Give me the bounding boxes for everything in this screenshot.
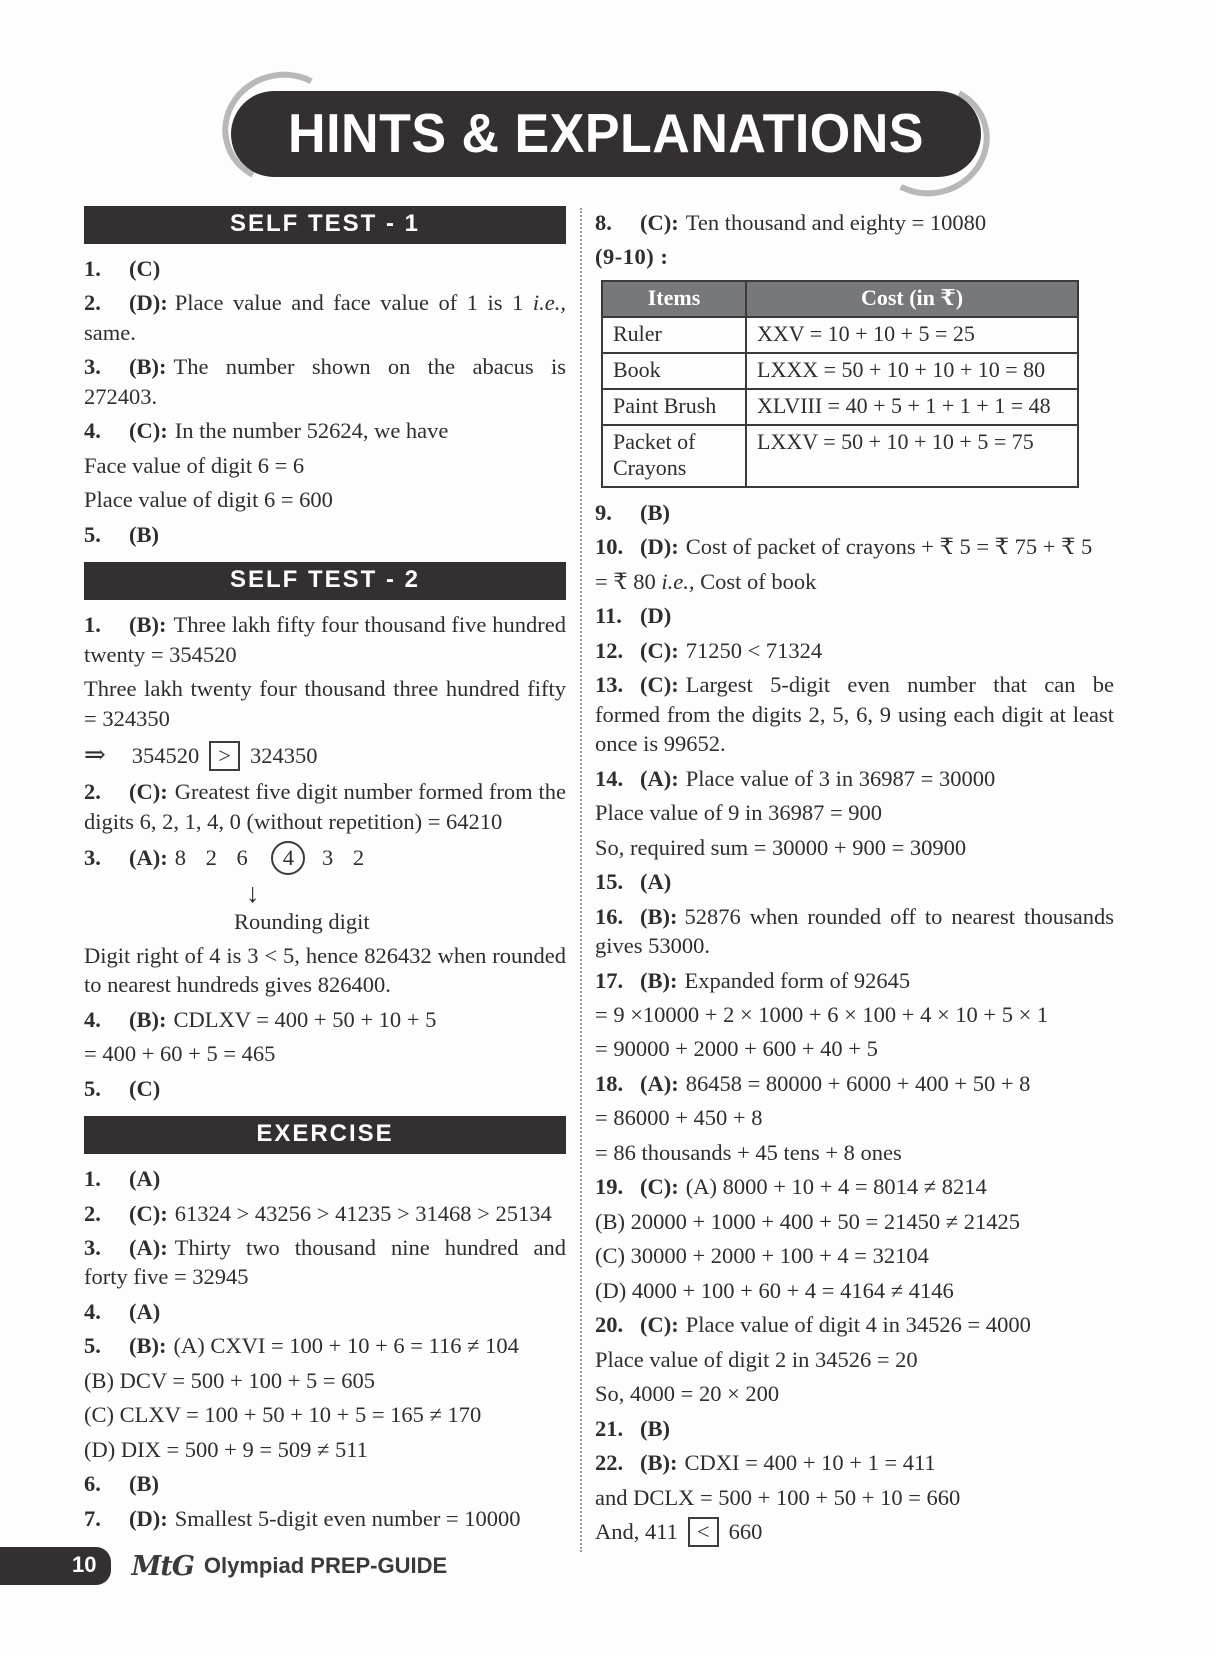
content	[84, 206, 1114, 1552]
boxed-comparator: <	[688, 1517, 719, 1547]
text-run: Expanded form of 92645	[684, 967, 911, 993]
answer-letter: (D):	[129, 290, 168, 316]
answer-item	[84, 1233, 566, 1292]
item-number: 13.	[595, 672, 624, 698]
answer-item	[595, 498, 1114, 527]
continuation-line	[84, 941, 566, 1000]
answer-item	[595, 966, 1114, 995]
item-number: 4.	[84, 1006, 101, 1032]
continuation-line	[595, 1207, 1114, 1236]
answer-letter: (D)	[640, 603, 672, 629]
answer-letter: (C):	[129, 1200, 168, 1226]
item-number: 8.	[595, 210, 612, 235]
item-number: 2.	[84, 290, 101, 316]
item-number: 11.	[595, 603, 622, 629]
table-row	[602, 389, 1078, 425]
hints-banner	[226, 82, 986, 186]
continuation-line	[595, 1138, 1114, 1167]
continuation-line	[84, 1435, 566, 1464]
text-run: Cost of book	[694, 568, 817, 594]
text-run: 61324 > 43256 > 41235 > 31468 > 25134	[174, 1200, 552, 1226]
continuation-line	[84, 451, 566, 480]
table-cell: LXXX = 50 + 10 + 10 + 10 = 80	[746, 353, 1078, 389]
text-run: (C) 30000 + 2000 + 100 + 4 = 32104	[595, 1243, 929, 1269]
text-run: = 400 + 60 + 5 = 465	[84, 1041, 276, 1067]
item-number: 5.	[84, 521, 101, 547]
latin-abbreviation: i.e.,	[532, 290, 566, 316]
text-run: CDLXV = 400 + 50 + 10 + 5	[173, 1006, 437, 1032]
answer-item	[84, 416, 566, 445]
implies-arrow-icon: ⇒	[84, 740, 106, 770]
answer-letter: (C):	[129, 779, 168, 805]
item-number: 22.	[595, 1450, 624, 1476]
text-run: Largest 5-digit even number that can be formed from the digits 2, 5, 6, 9 using each digit at least once is 99652.	[595, 672, 1114, 757]
column-left	[84, 206, 566, 1538]
text-run: (C) CLXV = 100 + 50 + 10 + 5 = 165 ≠ 170	[84, 1402, 482, 1428]
text-run: 354520	[131, 743, 200, 769]
column-divider	[580, 208, 582, 1552]
answer-item	[595, 867, 1114, 896]
item-number: 20.	[595, 1312, 624, 1338]
continuation-line	[84, 1039, 566, 1068]
continuation-line	[84, 1400, 566, 1429]
answer-item	[595, 902, 1114, 961]
answer-item	[84, 288, 566, 347]
banner-bar	[231, 91, 981, 177]
table-cell: Book	[602, 353, 746, 389]
continuation-line	[595, 1345, 1114, 1374]
rounding-item	[84, 841, 566, 875]
text-run: = 86000 + 450 + 8	[595, 1105, 763, 1131]
item-number: 2.	[84, 1200, 101, 1226]
comparison-line	[595, 1517, 1114, 1547]
item-number: 19.	[595, 1174, 624, 1200]
answer-letter: (D):	[640, 534, 679, 560]
rounding-label: Rounding digit	[234, 908, 370, 934]
text-run: 71250 < 71324	[685, 637, 823, 663]
answer-item	[595, 1448, 1114, 1477]
continuation-line	[595, 1276, 1114, 1305]
text-run: same.	[84, 319, 136, 345]
text-run: Place value of 3 in 36987 = 30000	[685, 765, 996, 791]
answer-item	[595, 670, 1114, 758]
item-number: 4.	[84, 1298, 101, 1324]
answer-letter: (C):	[640, 210, 679, 235]
text-run: Digit right of 4 is 3 < 5, hence 826432 when rounded to nearest hundreds gives 826400.	[84, 942, 566, 998]
text-run: Greatest five digit number formed from the digits 6, 2, 1, 4, 0 (without repetition) = 64210	[84, 779, 566, 834]
section-title: SELF TEST - 2	[229, 566, 420, 594]
text-run: (D) DIX = 500 + 9 = 509 ≠ 511	[84, 1436, 368, 1462]
continuation-line	[84, 674, 566, 733]
item-number: 3.	[84, 845, 101, 871]
item-number: 14.	[595, 765, 624, 791]
item-number: 10.	[595, 534, 624, 560]
answer-letter: (A):	[129, 1235, 168, 1261]
answer-letter: (A):	[129, 845, 168, 871]
text-run: = 86 thousands + 45 tens + 8 ones	[595, 1139, 902, 1165]
answer-letter: (C)	[129, 256, 161, 281]
answer-letter: (A):	[640, 765, 679, 791]
answer-letter: (C):	[640, 637, 679, 663]
table-row	[602, 425, 1078, 487]
text-run: = 90000 + 2000 + 600 + 40 + 5	[595, 1036, 878, 1062]
text-run: (B) DCV = 500 + 100 + 5 = 605	[84, 1367, 375, 1393]
item-number: 16.	[595, 903, 624, 929]
answer-item	[84, 1469, 566, 1498]
text-run: So, required sum = 30000 + 900 = 30900	[595, 834, 967, 860]
answer-letter: (B)	[640, 1415, 670, 1441]
answer-letter: (B):	[129, 1006, 167, 1032]
text-run: = ₹ 80	[595, 568, 662, 594]
continuation-line	[595, 1483, 1114, 1512]
item-number: 1.	[84, 256, 101, 281]
answer-item	[595, 764, 1114, 793]
item-number: 3.	[84, 1235, 101, 1261]
answer-item	[595, 532, 1114, 561]
continuation-line	[595, 567, 1114, 596]
item-number: 2.	[84, 779, 101, 805]
item-number: 9.	[595, 499, 612, 525]
text-run: CDXI = 400 + 10 + 1 = 411	[684, 1450, 936, 1476]
item-number: 17.	[595, 967, 624, 993]
text-run: 86458 = 80000 + 6000 + 400 + 50 + 8	[685, 1070, 1031, 1096]
text-run: 52876 when rounded off to nearest thousands gives 53000.	[595, 903, 1114, 959]
text-run: and DCLX = 500 + 100 + 50 + 10 = 660	[595, 1484, 961, 1510]
answer-letter: (A)	[129, 1166, 161, 1192]
exercise-items-continued	[595, 208, 1114, 1547]
continuation-line	[595, 1034, 1114, 1063]
answer-letter: (B):	[640, 1450, 678, 1476]
answer-letter: (B)	[640, 499, 670, 525]
answer-item	[84, 1504, 566, 1533]
text-run: Cost of packet of crayons + ₹ 5 = ₹ 75 + ₹ 5	[685, 534, 1093, 560]
answer-letter: (C):	[640, 1312, 679, 1338]
text-run: Smallest 5-digit even number = 10000	[174, 1505, 521, 1531]
answer-item	[84, 254, 566, 283]
text-run: Thirty two thousand nine hundred and forty five = 32945	[84, 1235, 566, 1290]
answer-item	[84, 610, 566, 669]
section-title: SELF TEST - 1	[229, 210, 420, 237]
continuation-line	[595, 1241, 1114, 1270]
answer-item	[595, 208, 1114, 237]
answer-item	[84, 352, 566, 411]
self-test-2-items	[84, 610, 566, 1103]
page-number: 10	[72, 1552, 97, 1577]
table-body	[602, 317, 1078, 487]
answer-item	[595, 636, 1114, 665]
item-number: 7.	[84, 1505, 101, 1531]
comparison-line	[84, 738, 566, 772]
self-test-1-items	[84, 254, 566, 549]
answer-item	[595, 1069, 1114, 1098]
page-number-badge	[0, 1547, 111, 1585]
answer-letter: (C):	[640, 672, 679, 698]
text-run: 324350	[250, 743, 318, 769]
answer-item	[595, 601, 1114, 630]
cost-table	[601, 280, 1079, 488]
table-header-cell: Items	[602, 281, 746, 317]
item-number: 3.	[84, 354, 101, 380]
item-number: 4.	[84, 418, 101, 444]
table-header-cell: Cost (in ₹)	[746, 281, 1078, 317]
brand-logo: MtG	[131, 1550, 194, 1582]
text-run: (D) 4000 + 100 + 60 + 4 = 4164 ≠ 4146	[595, 1277, 954, 1303]
item-number: 5.	[84, 1333, 101, 1359]
answer-item	[595, 1310, 1114, 1339]
text-run: And, 411	[595, 1519, 678, 1544]
answer-item	[84, 1164, 566, 1193]
table-cell: XXV = 10 + 10 + 5 = 25	[746, 317, 1078, 353]
answer-letter: (B)	[129, 521, 159, 547]
question-range-label	[595, 242, 1114, 271]
section-header-self-test-1	[84, 206, 566, 244]
answer-letter: (B):	[640, 967, 678, 993]
digits-after: 3 2	[309, 845, 372, 871]
latin-abbreviation: i.e.,	[661, 568, 695, 594]
text-run: (A) 8000 + 10 + 4 = 8014 ≠ 8214	[685, 1174, 987, 1200]
answer-letter: (B):	[640, 903, 678, 929]
text-run: Face value of digit 6 = 6	[84, 452, 305, 478]
continuation-line	[595, 798, 1114, 827]
continuation-line	[84, 1366, 566, 1395]
text-run: (A) CXVI = 100 + 10 + 6 = 116 ≠ 104	[173, 1333, 519, 1359]
text-run: 660	[728, 1519, 763, 1544]
continuation-line	[595, 833, 1114, 862]
item-number: 12.	[595, 637, 624, 663]
continuation-line	[84, 485, 566, 514]
answer-letter: (A)	[640, 869, 672, 895]
table-row	[602, 353, 1078, 389]
item-number: 1.	[84, 1166, 101, 1192]
text-run: Place value and face value of 1 is 1	[174, 290, 533, 316]
digits-before: 8 2 6	[174, 845, 268, 871]
answer-item	[84, 777, 566, 836]
table-cell: Ruler	[602, 317, 746, 353]
answer-letter: (B):	[129, 1333, 167, 1359]
answer-item	[595, 1172, 1114, 1201]
text-run: Place value of 9 in 36987 = 900	[595, 800, 883, 826]
table-head	[602, 281, 1078, 317]
item-number: 18.	[595, 1070, 624, 1096]
answer-item	[84, 1005, 566, 1034]
boxed-comparator: >	[209, 741, 240, 771]
answer-letter: (B):	[129, 354, 167, 380]
table-header-row	[602, 281, 1078, 317]
banner-title: HINTS & EXPLANATIONS	[288, 103, 924, 165]
text-run: Three lakh fifty four thousand five hundred twenty = 354520	[84, 612, 566, 667]
rounding-diagram	[234, 880, 566, 936]
answer-letter: (C):	[640, 1174, 679, 1200]
text-run: Three lakh twenty four thousand three hundred fifty = 324350	[84, 676, 566, 731]
footer-title: Olympiad PREP-GUIDE	[203, 1553, 448, 1578]
item-number: 15.	[595, 869, 624, 895]
continuation-line	[595, 1103, 1114, 1132]
text-run: Place value of digit 2 in 34526 = 20	[595, 1346, 918, 1372]
section-title: EXERCISE	[256, 1120, 394, 1148]
item-number: 5.	[84, 1075, 101, 1101]
answer-item	[595, 1414, 1114, 1443]
item-number: 6.	[84, 1471, 101, 1497]
item-number: 21.	[595, 1415, 624, 1441]
question-range-text: (9-10) :	[595, 244, 669, 270]
table-cell: XLVIII = 40 + 5 + 1 + 1 + 1 = 48	[746, 389, 1078, 425]
table-cell: LXXV = 50 + 10 + 10 + 5 = 75	[746, 425, 1078, 487]
text-run: So, 4000 = 20 × 200	[595, 1381, 780, 1407]
continuation-line	[595, 1379, 1114, 1408]
continuation-line	[595, 1000, 1114, 1029]
answer-letter: (A):	[640, 1070, 679, 1096]
column-right	[595, 206, 1114, 1552]
text-run: In the number 52624, we have	[174, 418, 449, 444]
answer-item	[84, 520, 566, 549]
text-run: Place value of digit 4 in 34526 = 4000	[685, 1312, 1031, 1338]
text-run: The number shown on the abacus is 272403.	[84, 354, 566, 409]
table-row	[602, 317, 1078, 353]
section-header-self-test-2	[84, 562, 566, 600]
text-run: (B) 20000 + 1000 + 400 + 50 = 21450 ≠ 21425	[595, 1208, 1020, 1234]
table-cell: Paint Brush	[602, 389, 746, 425]
down-arrow-icon: ↓	[246, 878, 260, 909]
answer-item	[84, 1074, 566, 1103]
answer-item	[84, 1199, 566, 1228]
answer-letter: (C):	[129, 418, 168, 444]
answer-item	[84, 1331, 566, 1360]
section-header-exercise	[84, 1116, 566, 1154]
text-run: Ten thousand and eighty = 10080	[685, 210, 987, 235]
table-cell: Packet of Crayons	[602, 425, 746, 487]
item-number: 1.	[84, 612, 101, 638]
footer	[0, 1547, 447, 1585]
text-run: = 9 ×10000 + 2 × 1000 + 6 × 100 + 4 × 10 + 5 × 1	[595, 1001, 1049, 1027]
answer-letter: (A)	[129, 1298, 161, 1324]
answer-letter: (B):	[129, 612, 167, 638]
circled-digit: 4	[271, 841, 305, 875]
answer-letter: (D):	[129, 1505, 168, 1531]
exercise-items	[84, 1164, 566, 1533]
answer-item	[84, 1297, 566, 1326]
answer-letter: (C)	[129, 1075, 161, 1101]
text-run: Place value of digit 6 = 600	[84, 487, 333, 513]
answer-letter: (B)	[129, 1471, 159, 1497]
